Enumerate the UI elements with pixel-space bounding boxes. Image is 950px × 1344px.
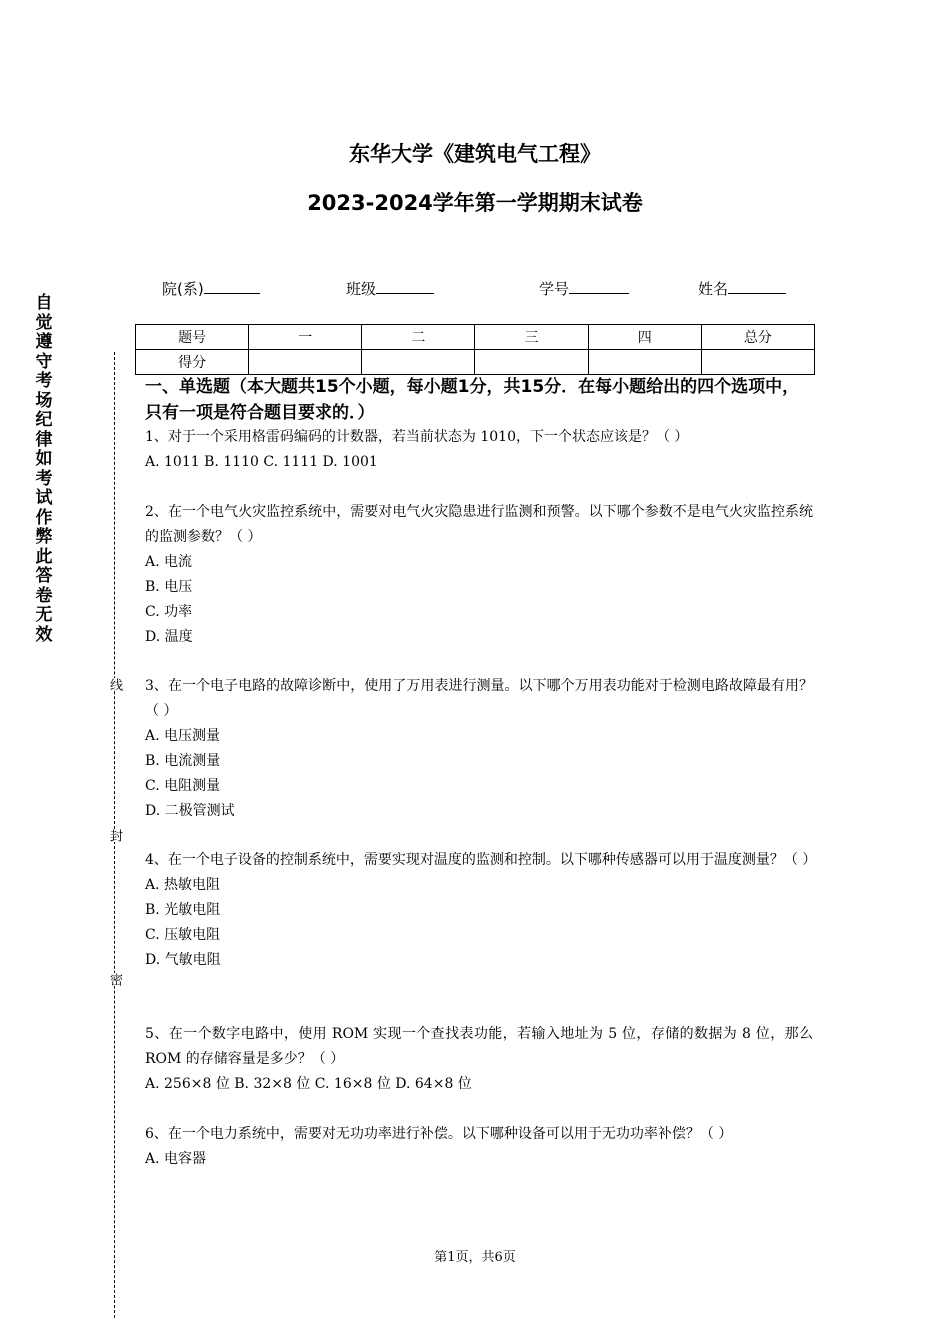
question-option: A. 256×8 位 B. 32×8 位 C. 16×8 位 D. 64×8 位	[145, 1076, 472, 1092]
info-label: 院(系)	[162, 280, 204, 298]
question-2	[145, 500, 813, 650]
info-blank	[204, 276, 260, 294]
question-option: D. 二极管测试	[145, 803, 235, 819]
question-option: B. 电压	[145, 579, 193, 595]
info-field-name	[698, 276, 786, 299]
info-label: 学号	[539, 280, 570, 298]
question-option: A. 电压测量	[145, 728, 221, 744]
question-4	[145, 848, 817, 973]
seal-mark-seal: 封	[107, 829, 122, 842]
info-label: 姓名	[698, 280, 729, 298]
question-option: C. 压敏电阻	[145, 927, 221, 943]
question-stem: 1、对于一个采用格雷码编码的计数器，若当前状态为 1010，下一个状态应该是？（ ）	[145, 429, 689, 445]
question-1	[145, 425, 813, 475]
question-5	[145, 1022, 813, 1097]
question-stem: 3、在一个电子电路的故障诊断中，使用了万用表进行测量。以下哪个万用表功能对于检测电路故障最有用？（ ）	[145, 678, 813, 719]
section-heading: 一、单选题（本大题共15个小题，每小题1分，共15分．在每小题给出的四个选项中，只有一项是符合题目要求的．）	[145, 377, 800, 423]
info-blank	[728, 276, 786, 294]
score-table-cell: 得分	[136, 350, 249, 375]
question-option: B. 电流测量	[145, 753, 221, 769]
question-stem: 2、在一个电气火灾监控系统中，需要对电气火灾隐患进行监测和预警。以下哪个参数不是电气火灾监控系统的监测参数？（ ）	[145, 504, 813, 545]
question-option: A. 1011 B. 1110 C. 1111 D. 1001	[145, 454, 378, 470]
score-table-cell	[362, 350, 475, 375]
info-field-student-id	[539, 276, 629, 299]
score-table-cell: 题号	[136, 325, 249, 350]
question-option: A. 电容器	[145, 1151, 207, 1167]
student-info-row	[0, 276, 950, 300]
question-option: A. 电流	[145, 554, 193, 570]
score-table-cell: 三	[475, 325, 588, 350]
question-stem: 5、在一个数字电路中，使用 ROM 实现一个查找表功能，若输入地址为 5 位，存储的数据为 8 位，那么 ROM 的存储容量是多少？（ ）	[145, 1026, 813, 1067]
question-3	[145, 674, 813, 824]
question-option: B. 光敏电阻	[145, 902, 221, 918]
score-table-cell	[701, 350, 814, 375]
score-table-cell: 总分	[701, 325, 814, 350]
score-table-cell	[249, 350, 362, 375]
score-table-cell	[475, 350, 588, 375]
score-table-cell: 四	[588, 325, 701, 350]
info-field-department	[162, 276, 260, 299]
seal-mark-secret: 密	[107, 973, 122, 986]
exam-title: 东华大学《建筑电气工程》	[349, 142, 601, 166]
info-blank	[376, 276, 434, 294]
exam-subtitle: 2023-2024学年第一学期期末试卷	[307, 191, 643, 215]
score-table-cell: 二	[362, 325, 475, 350]
score-table-cell: 一	[249, 325, 362, 350]
info-blank	[569, 276, 629, 294]
page-number: 第1页，共6页	[434, 1250, 516, 1265]
exam-discipline-notice: 自觉遵守考场纪律如考试作弊此答卷无效	[35, 293, 53, 645]
info-field-class	[346, 276, 434, 299]
score-table-score-row	[136, 350, 815, 375]
score-table-header-row	[136, 325, 815, 350]
info-label: 班级	[346, 280, 377, 298]
question-6	[145, 1122, 813, 1172]
question-stem: 4、在一个电子设备的控制系统中，需要实现对温度的监测和控制。以下哪种传感器可以用于温度测量？（ ）	[145, 852, 817, 868]
score-table-cell	[588, 350, 701, 375]
score-table	[135, 324, 815, 375]
question-option: D. 气敏电阻	[145, 952, 221, 968]
question-stem: 6、在一个电力系统中，需要对无功功率进行补偿。以下哪种设备可以用于无功功率补偿？（ ）	[145, 1126, 733, 1142]
question-option: D. 温度	[145, 629, 193, 645]
seal-mark-line: 线	[107, 678, 122, 691]
question-option: C. 电阻测量	[145, 778, 221, 794]
question-option: C. 功率	[145, 604, 193, 620]
question-option: A. 热敏电阻	[145, 877, 221, 893]
